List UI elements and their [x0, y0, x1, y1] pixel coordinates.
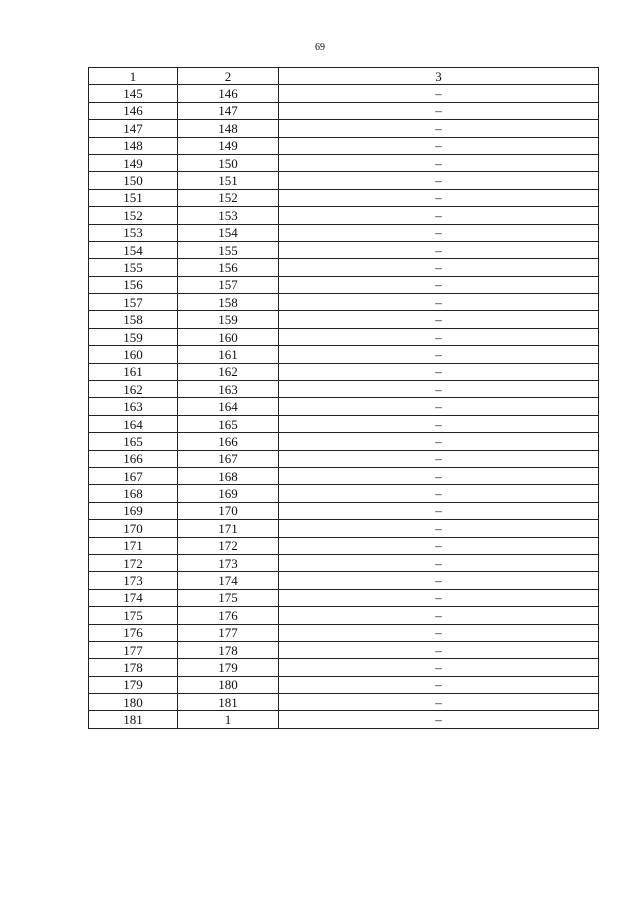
- table-cell-col-3: –: [279, 694, 599, 711]
- table-cell-col-1: 166: [89, 450, 178, 467]
- table-cell-col-2: 168: [178, 467, 279, 484]
- table-cell-col-3: –: [279, 467, 599, 484]
- table-cell-col-1: 165: [89, 433, 178, 450]
- table-cell-col-3: –: [279, 172, 599, 189]
- table-cell-col-2: 162: [178, 363, 279, 380]
- column-header-2: 2: [178, 68, 279, 85]
- table-cell-col-3: –: [279, 346, 599, 363]
- table-row: [89, 467, 599, 484]
- table-cell-col-1: 172: [89, 554, 178, 571]
- table-cell-col-2: 155: [178, 241, 279, 258]
- table-cell-col-1: 158: [89, 311, 178, 328]
- table-cell-col-2: 177: [178, 624, 279, 641]
- table-cell-col-2: 172: [178, 537, 279, 554]
- table-cell-col-1: 164: [89, 415, 178, 432]
- table-row: [89, 328, 599, 345]
- table-cell-col-1: 151: [89, 189, 178, 206]
- table-row: [89, 641, 599, 658]
- table-row: [89, 676, 599, 693]
- table-cell-col-2: 178: [178, 641, 279, 658]
- table-cell-col-3: –: [279, 120, 599, 137]
- table-row: [89, 711, 599, 728]
- table-cell-col-2: 164: [178, 398, 279, 415]
- table-cell-col-1: 155: [89, 259, 178, 276]
- table-cell-col-3: –: [279, 676, 599, 693]
- table-cell-col-1: 159: [89, 328, 178, 345]
- table-cell-col-2: 175: [178, 589, 279, 606]
- table-cell-col-3: –: [279, 363, 599, 380]
- table-cell-col-1: 152: [89, 207, 178, 224]
- table-cell-col-1: 150: [89, 172, 178, 189]
- table-cell-col-1: 170: [89, 520, 178, 537]
- table-cell-col-2: 150: [178, 154, 279, 171]
- table-row: [89, 415, 599, 432]
- column-header-3: 3: [279, 68, 599, 85]
- table-cell-col-2: 146: [178, 85, 279, 102]
- table-cell-col-2: 171: [178, 520, 279, 537]
- table-row: [89, 363, 599, 380]
- table-cell-col-1: 168: [89, 485, 178, 502]
- page-number: 69: [315, 42, 325, 53]
- table-cell-col-1: 160: [89, 346, 178, 363]
- table-cell-col-1: 163: [89, 398, 178, 415]
- table-row: [89, 102, 599, 119]
- table-cell-col-3: –: [279, 624, 599, 641]
- table-cell-col-3: –: [279, 589, 599, 606]
- table-cell-col-1: 157: [89, 294, 178, 311]
- table-row: [89, 554, 599, 571]
- table-cell-col-2: 148: [178, 120, 279, 137]
- table-cell-col-3: –: [279, 659, 599, 676]
- table-cell-col-3: –: [279, 381, 599, 398]
- table-row: [89, 589, 599, 606]
- table-cell-col-3: –: [279, 520, 599, 537]
- table-row: [89, 346, 599, 363]
- table-cell-col-3: –: [279, 85, 599, 102]
- table-cell-col-2: 176: [178, 607, 279, 624]
- table-row: [89, 207, 599, 224]
- table-cell-col-1: 167: [89, 467, 178, 484]
- table-row: [89, 433, 599, 450]
- table-cell-col-2: 147: [178, 102, 279, 119]
- table-cell-col-1: 145: [89, 85, 178, 102]
- table-row: [89, 694, 599, 711]
- table-row: [89, 450, 599, 467]
- table-cell-col-1: 169: [89, 502, 178, 519]
- table-row: [89, 537, 599, 554]
- table-row: [89, 294, 599, 311]
- table-cell-col-1: 153: [89, 224, 178, 241]
- table-row: [89, 659, 599, 676]
- table-cell-col-3: –: [279, 259, 599, 276]
- table-cell-col-1: 179: [89, 676, 178, 693]
- data-table: [88, 67, 599, 729]
- table-cell-col-2: 169: [178, 485, 279, 502]
- table-cell-col-2: 152: [178, 189, 279, 206]
- table-row: [89, 137, 599, 154]
- table-cell-col-1: 149: [89, 154, 178, 171]
- table-cell-col-2: 163: [178, 381, 279, 398]
- table-row: [89, 259, 599, 276]
- table-cell-col-1: 176: [89, 624, 178, 641]
- table-row: [89, 381, 599, 398]
- table-cell-col-3: –: [279, 311, 599, 328]
- table-cell-col-2: 1: [178, 711, 279, 728]
- table-cell-col-2: 161: [178, 346, 279, 363]
- table-cell-col-3: –: [279, 276, 599, 293]
- table-cell-col-2: 180: [178, 676, 279, 693]
- table-cell-col-1: 173: [89, 572, 178, 589]
- table-row: [89, 520, 599, 537]
- table-cell-col-2: 181: [178, 694, 279, 711]
- table-cell-col-3: –: [279, 398, 599, 415]
- table-cell-col-3: –: [279, 328, 599, 345]
- table-cell-col-2: 153: [178, 207, 279, 224]
- table-cell-col-1: 171: [89, 537, 178, 554]
- table-cell-col-3: –: [279, 415, 599, 432]
- table-cell-col-3: –: [279, 554, 599, 571]
- table-cell-col-2: 156: [178, 259, 279, 276]
- table-cell-col-2: 149: [178, 137, 279, 154]
- table-cell-col-1: 161: [89, 363, 178, 380]
- table-cell-col-2: 158: [178, 294, 279, 311]
- table-cell-col-3: –: [279, 641, 599, 658]
- table-cell-col-1: 148: [89, 137, 178, 154]
- table-row: [89, 224, 599, 241]
- table-cell-col-3: –: [279, 607, 599, 624]
- table-cell-col-2: 154: [178, 224, 279, 241]
- table-cell-col-1: 162: [89, 381, 178, 398]
- table-cell-col-1: 181: [89, 711, 178, 728]
- table-cell-col-3: –: [279, 502, 599, 519]
- table-cell-col-2: 165: [178, 415, 279, 432]
- table-cell-col-2: 174: [178, 572, 279, 589]
- table-row: [89, 189, 599, 206]
- table-row: [89, 154, 599, 171]
- table-cell-col-3: –: [279, 207, 599, 224]
- table-body: [89, 85, 599, 728]
- table-cell-col-3: –: [279, 224, 599, 241]
- table-row: [89, 502, 599, 519]
- table-cell-col-1: 174: [89, 589, 178, 606]
- table-cell-col-2: 179: [178, 659, 279, 676]
- table-row: [89, 276, 599, 293]
- table-cell-col-3: –: [279, 137, 599, 154]
- table-cell-col-3: –: [279, 433, 599, 450]
- table-cell-col-3: –: [279, 241, 599, 258]
- column-header-1: 1: [89, 68, 178, 85]
- table-cell-col-3: –: [279, 450, 599, 467]
- table-row: [89, 572, 599, 589]
- table-cell-col-1: 180: [89, 694, 178, 711]
- table-row: [89, 85, 599, 102]
- table-cell-col-3: –: [279, 189, 599, 206]
- table-cell-col-2: 159: [178, 311, 279, 328]
- table-row: [89, 485, 599, 502]
- table-header-row: [89, 68, 599, 85]
- table-row: [89, 311, 599, 328]
- table-cell-col-3: –: [279, 572, 599, 589]
- table-cell-col-1: 147: [89, 120, 178, 137]
- table-cell-col-1: 154: [89, 241, 178, 258]
- table-row: [89, 120, 599, 137]
- table-cell-col-3: –: [279, 485, 599, 502]
- table-cell-col-2: 166: [178, 433, 279, 450]
- table-cell-col-2: 170: [178, 502, 279, 519]
- table-cell-col-2: 167: [178, 450, 279, 467]
- table-cell-col-1: 146: [89, 102, 178, 119]
- table-cell-col-3: –: [279, 294, 599, 311]
- table-cell-col-3: –: [279, 711, 599, 728]
- table-cell-col-2: 160: [178, 328, 279, 345]
- table-row: [89, 241, 599, 258]
- table-row: [89, 624, 599, 641]
- table-row: [89, 398, 599, 415]
- table-cell-col-2: 151: [178, 172, 279, 189]
- table-cell-col-1: 178: [89, 659, 178, 676]
- table-cell-col-1: 156: [89, 276, 178, 293]
- table-cell-col-3: –: [279, 537, 599, 554]
- table-cell-col-2: 173: [178, 554, 279, 571]
- table-cell-col-2: 157: [178, 276, 279, 293]
- table-cell-col-3: –: [279, 154, 599, 171]
- table-row: [89, 172, 599, 189]
- table-cell-col-1: 177: [89, 641, 178, 658]
- table-cell-col-1: 175: [89, 607, 178, 624]
- table-cell-col-3: –: [279, 102, 599, 119]
- table-row: [89, 607, 599, 624]
